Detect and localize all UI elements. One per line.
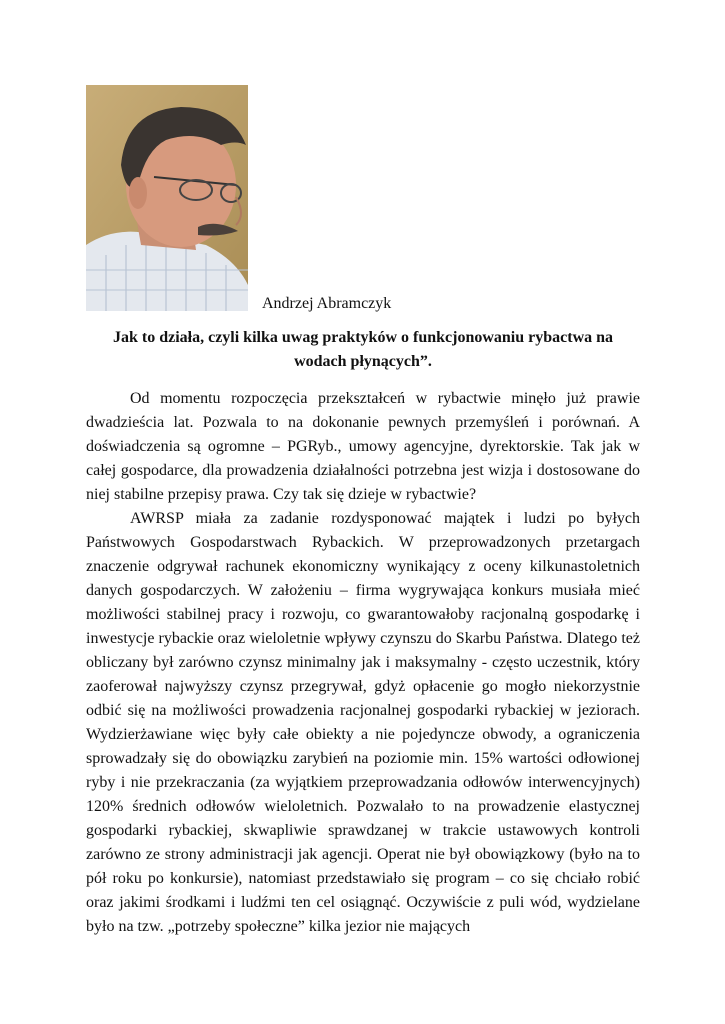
author-photo bbox=[86, 85, 248, 311]
article-body bbox=[86, 387, 640, 939]
paragraph: Od momentu rozpoczęcia przekształceń w rybactwie minęło już prawie dwadzieścia lat. Pozwala to na dokonanie pewnych przemyśleń i porównań. A doświadczenia są ogromne – PGRyb., umowy agencyjne, dyrektorskie. Tak jak w całej gospodarce, dla prowadzenia działalności potrzebna jest wizja i dostosowane do niej stabilne przepisy prawa. Czy tak się dzieje w rybactwie? bbox=[86, 390, 640, 503]
paragraph: AWRSP miała za zadanie rozdysponować majątek i ludzi po byłych Państwowych Gospodarstwach Rybackich. W przeprowadzonych przetargach znaczenie odgrywał rachunek ekonomiczny wynikający z oceny kilkunastoletnich danych gospodarczych. W założeniu – firma wygrywająca konkurs musiała mieć możliwości stabilnej pracy i rozwoju, co gwarantowałoby racjonalną gospodarkę i inwestycje rybackie oraz wieloletnie wpływy czynszu do Skarbu Państwa. Dlatego też obliczany był zarówno czynsz minimalny jak i maksymalny - często uczestnik, który zaoferował najwyższy czynsz przegrywał, gdyż opłacenie go mogło niekorzystnie odbić się na możliwości prowadzenia racjonalnej gospodarki rybackiej w jeziorach. Wydzierżawiane więc były całe obiekty a nie pojedyncze obwody, a ograniczenia sprowadzały się do obowiązku zarybień na poziomie min. 15% wartości odłowionej ryby i nie przekraczania (za wyjątkiem przeprowadzania odłowów interwencyjnych) 120% średnich odłowów wieloletnich. Pozwalało to na prowadzenie elastycznej gospodarki rybackiej, skwapliwie sprawdzanej w trakcie ustawowych kontroli zarówno ze strony administracji jak agencji. Operat nie był obowiązkowy (było na to pół roku po konkursie), natomiast przedstawiało się program – co się chciało robić oraz jakimi środkami i ludźmi ten cel osiągnąć. Oczywiście z puli wód, wydzielane było na tzw. „potrzeby społeczne” kilka jezior nie mających bbox=[86, 510, 640, 935]
author-name: Andrzej Abramczyk bbox=[262, 295, 392, 312]
author-portrait-image bbox=[86, 85, 248, 311]
article-title: Jak to działa, czyli kilka uwag praktyków o funkcjonowaniu rybactwa na wodach płynących”. bbox=[112, 329, 614, 370]
